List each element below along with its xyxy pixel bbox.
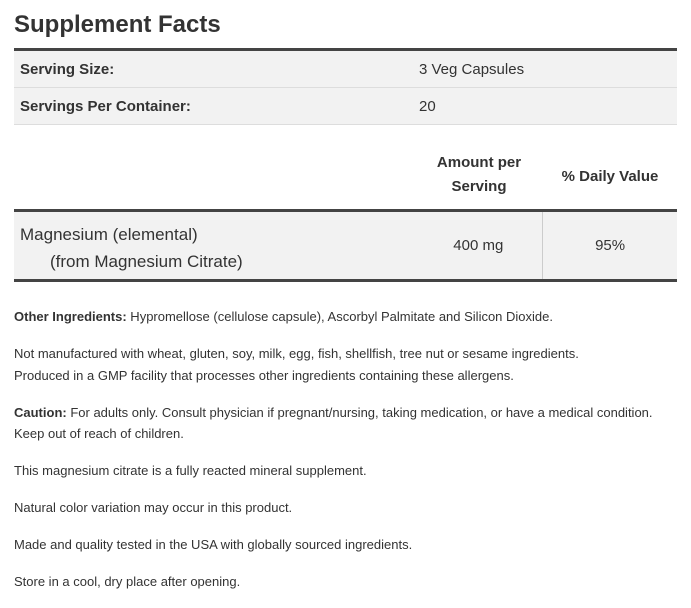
amount-header-line1: Amount per xyxy=(436,154,522,171)
allergen-line1: Not manufactured with wheat, gluten, soy, milk, egg, fish, shellfish, tree nut or sesame ingredients. xyxy=(14,346,579,361)
nutrient-name: Magnesium (elemental) xyxy=(20,225,198,244)
nutrient-name-cell xyxy=(14,212,414,279)
mineral-note: This magnesium citrate is a fully reacted mineral supplement. xyxy=(14,463,367,478)
other-ingredients-note xyxy=(14,306,677,328)
storage-note: Store in a cool, dry place after opening. xyxy=(14,574,241,589)
nutrient-daily-value: 95% xyxy=(542,212,677,279)
other-ingredients-text: Hypromellose (cellulose capsule), Ascorbyl Palmitate and Silicon Dioxide. xyxy=(126,309,553,324)
supplement-facts-panel xyxy=(14,0,677,608)
amount-per-serving-header xyxy=(415,151,543,209)
nutrient-header-blank xyxy=(14,153,415,209)
servings-per-container-row xyxy=(14,88,677,125)
serving-table xyxy=(14,48,677,125)
serving-size-row xyxy=(14,51,677,88)
nutrient-source: (from Magnesium Citrate) xyxy=(50,252,243,271)
daily-value-header: % Daily Value xyxy=(561,168,659,185)
other-ingredients-label: Other Ingredients: xyxy=(14,309,127,324)
caution-label: Caution: xyxy=(14,404,67,420)
serving-size-value: 3 Veg Capsules xyxy=(419,60,525,78)
amount-header-line2: Serving xyxy=(451,178,507,195)
allergen-note xyxy=(14,343,677,386)
color-note: Natural color variation may occur in this product. xyxy=(14,500,293,515)
caution-text: For adults only. Consult physician if pregnant/nursing, taking medication, or have a medical condition. Keep out of reach of children. xyxy=(14,404,653,441)
allergen-line2: Produced in a GMP facility that processes other ingredients containing these allergens. xyxy=(14,367,514,383)
servings-per-container-value: 20 xyxy=(419,97,436,115)
serving-size-label: Serving Size: xyxy=(20,60,115,78)
page-title: Supplement Facts xyxy=(14,11,221,38)
product-notes xyxy=(14,306,677,593)
table-row xyxy=(14,212,677,282)
nutrient-table-header xyxy=(14,153,677,212)
servings-per-container-label: Servings Per Container: xyxy=(20,97,191,115)
caution-note xyxy=(14,402,677,445)
nutrient-amount: 400 mg xyxy=(453,237,504,254)
made-in-usa-note: Made and quality tested in the USA with globally sourced ingredients. xyxy=(14,537,413,552)
